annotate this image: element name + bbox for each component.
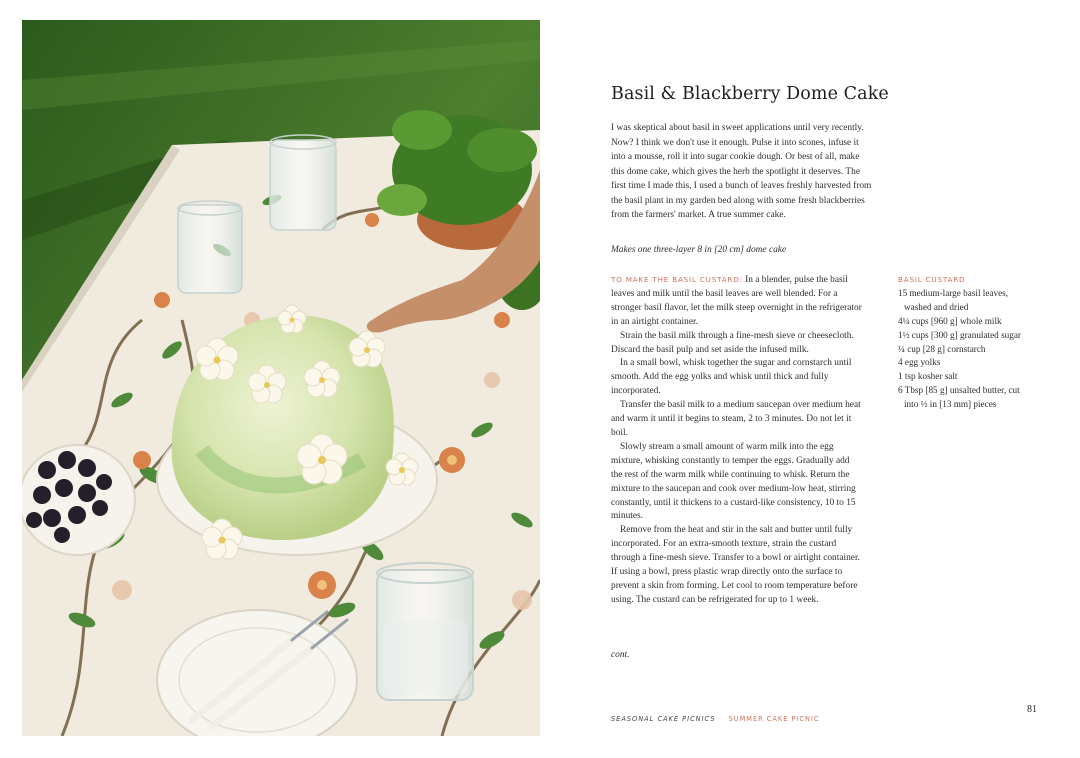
ingredient-item: 1 tsp kosher salt [898,371,958,382]
recipe-title: Basil & Blackberry Dome Cake [611,84,889,104]
ingredients-label: BASIL CUSTARD [898,275,966,284]
method-label: TO MAKE THE BASIL CUSTARD: [611,275,743,284]
method-step-5: Slowly stream a small amount of warm milk into the egg mixture, whisking constantly to temper the eggs. Gradually add the rest of the warm milk while continuing to whisk. Return the mixture to the saucepan and cook over medium-low heat, stirring constantly, until it thickens to a custard-like consistency, 10 to 15 minutes. [611,441,856,522]
book-title: SEASONAL CAKE PICNICS [611,715,716,723]
method-step-4: Transfer the basil milk to a medium saucepan over medium heat and warm it until it begins to steam, 2 to 3 minutes. Do not let it boil. [611,400,861,438]
page-number: 81 [1027,704,1037,715]
ingredients-list [898,287,1028,412]
cake-illustration [22,20,540,736]
method-step-6: Remove from the heat and stir in the salt and butter until fully incorporated. For an extra-smooth texture, strain the custard through a fine-mesh sieve. Transfer to a bowl or airtight container. If using a bowl, press plastic wrap directly onto the surface to prevent a skin from forming. Let cool to room temperature before using. The custard can be refrigerated for up to 1 week. [611,525,860,605]
ingredients-section [898,273,1028,412]
method-step-1: TO MAKE THE BASIL CUSTARD: In a blender, pulse the basil leaves and milk until the basil leaves are well blended. For a stronger basil flavor, let the milk steep overnight in the refrigerator in an airtight container. [611,275,862,327]
intro-paragraph: I was skeptical about basil in sweet applications until very recently. Now? I think we don't use it enough. Pulse it into scones, infuse it into a mousse, roll it into sugar cookie dough. Or best of all, make this dome cake, which gives the herb the spotlight it deserves. The first time I made this, I used a bunch of leaves freshly harvested from the basil plant in my garden bed along with some fresh blackberries from the farmers' market. A true summer cake. [611,123,872,220]
ingredient-item: 4 egg yolks [898,357,941,368]
recipe-intro [611,121,873,223]
ingredient-item: 4¼ cups [960 g] whole milk [898,315,1002,326]
ingredient-item: 6 Tbsp [85 g] unsalted butter, cut into ½ in [13 mm] pieces [898,385,1020,410]
method-section [611,273,863,608]
cake-photo [22,20,540,736]
method-step-2: Strain the basil milk through a fine-mesh sieve or cheesecloth. Discard the basil pulp and set aside the infused milk. [611,330,854,355]
ingredient-item: ¼ cup [28 g] cornstarch [898,343,986,354]
recipe-yield: Makes one three-layer 8 in [20 cm] dome cake [611,245,787,255]
method-step-3: In a small bowl, whisk together the sugar and cornstarch until smooth. Add the egg yolks and whisk until thick and fully incorporated. [611,358,852,397]
ingredient-item: 1½ cups [300 g] granulated sugar [898,329,1021,340]
continued-note: cont. [611,650,630,660]
ingredient-item: 15 medium-large basil leaves, washed and dried [898,287,1009,312]
page-footer [611,704,1041,723]
chapter-title: SUMMER CAKE PICNIC [728,715,820,723]
